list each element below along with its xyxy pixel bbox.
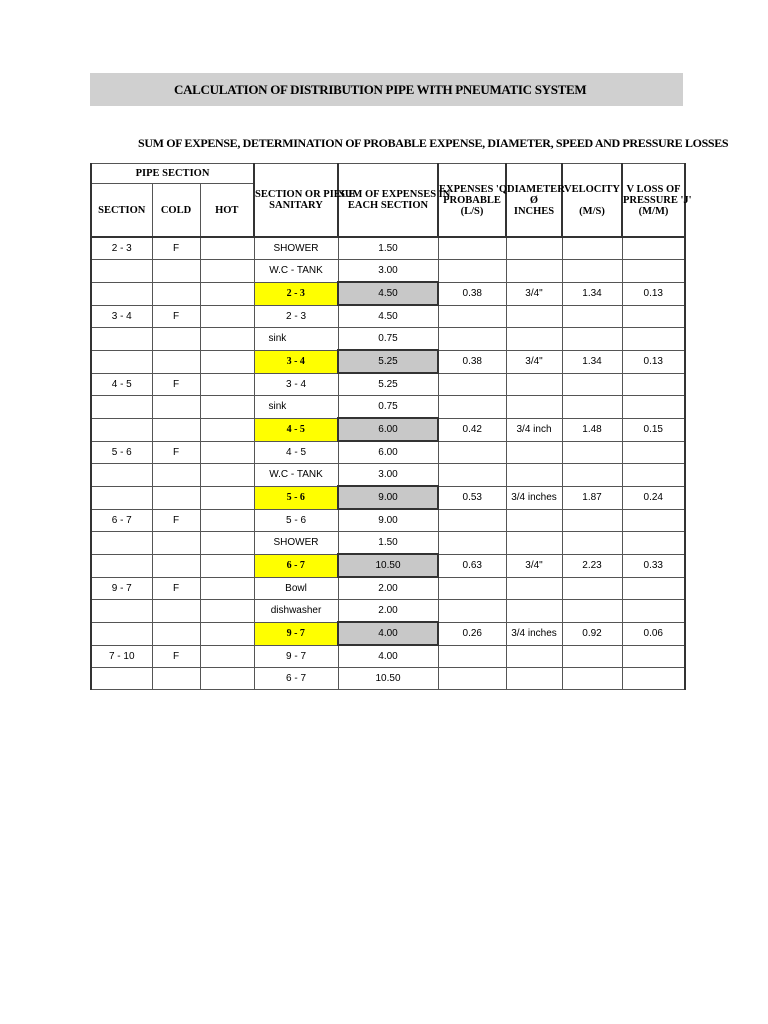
- cell-hot: [200, 282, 254, 305]
- cell-velocity: 0.92: [562, 622, 622, 645]
- cell-hot: [200, 600, 254, 623]
- table-row: [91, 600, 685, 623]
- cell-section: [91, 464, 152, 487]
- cell-hot: [200, 396, 254, 419]
- cell-q: 0.38: [438, 350, 506, 373]
- cell-diameter: [506, 328, 562, 351]
- cell-diameter: 3/4 inches: [506, 486, 562, 509]
- cell-loss: [622, 396, 685, 419]
- cell-piece: 9 - 7: [254, 622, 338, 645]
- cell-q: [438, 532, 506, 555]
- cell-piece: sink: [254, 396, 338, 419]
- cell-diameter: [506, 373, 562, 396]
- cell-cold: F: [152, 509, 200, 532]
- cell-velocity: 2.23: [562, 554, 622, 577]
- cell-velocity: [562, 260, 622, 283]
- cell-piece: 4 - 5: [254, 418, 338, 441]
- probable-header: [438, 164, 510, 238]
- cell-section: [91, 328, 152, 351]
- cell-cold: F: [152, 577, 200, 600]
- cell-cold: F: [152, 305, 200, 328]
- cell-diameter: [506, 532, 562, 555]
- cell-q: 0.63: [438, 554, 506, 577]
- cell-velocity: [562, 441, 622, 464]
- cell-sum: 3.00: [338, 260, 438, 283]
- cell-velocity: [562, 600, 622, 623]
- velocity-header-line2: (M/S): [579, 205, 605, 217]
- cell-piece: 2 - 3: [254, 305, 338, 328]
- cell-diameter: [506, 645, 562, 668]
- cell-piece: SHOWER: [254, 532, 338, 555]
- cell-velocity: [562, 396, 622, 419]
- cell-section: 4 - 5: [91, 373, 152, 396]
- table-row: [91, 418, 685, 441]
- table-row: [91, 464, 685, 487]
- cell-diameter: [506, 464, 562, 487]
- cell-diameter: [506, 441, 562, 464]
- cell-loss: 0.06: [622, 622, 685, 645]
- cell-q: [438, 328, 506, 351]
- cell-q: [438, 464, 506, 487]
- cell-q: [438, 577, 506, 600]
- cell-hot: [200, 509, 254, 532]
- cell-velocity: [562, 577, 622, 600]
- cell-piece: W.C - TANK: [254, 464, 338, 487]
- cell-hot: [200, 554, 254, 577]
- sum-header: [338, 164, 451, 238]
- cell-piece: SHOWER: [254, 237, 338, 260]
- cell-sum: 4.50: [338, 282, 438, 305]
- cell-diameter: [506, 396, 562, 419]
- diameter-header-line2: Ø: [529, 194, 539, 206]
- cold-header: COLD: [152, 184, 200, 238]
- cell-cold: [152, 282, 200, 305]
- page-subtitle: SUM OF EXPENSE, DETERMINATION OF PROBABLE EXPENSE, DIAMETER, SPEED AND PRESSURE LOSSES: [138, 136, 729, 150]
- cell-section: [91, 554, 152, 577]
- cell-loss: [622, 532, 685, 555]
- cell-diameter: 3/4": [506, 350, 562, 373]
- cell-piece: 9 - 7: [254, 645, 338, 668]
- table-row: [91, 260, 685, 283]
- cell-sum: 6.00: [338, 418, 438, 441]
- hot-header: HOT: [200, 184, 254, 238]
- cell-sum: 9.00: [338, 509, 438, 532]
- table-row: [91, 645, 685, 668]
- cell-loss: [622, 577, 685, 600]
- table-row: [91, 350, 685, 373]
- piece-header-line1: SECTION OR PIECE: [255, 189, 356, 200]
- cell-section: 5 - 6: [91, 441, 152, 464]
- cell-section: [91, 622, 152, 645]
- piece-header: [254, 164, 356, 238]
- table-row: [91, 532, 685, 555]
- diameter-header-line1: DIAMETER: [507, 183, 565, 195]
- cell-piece: dishwasher: [254, 600, 338, 623]
- cell-piece: 3 - 4: [254, 350, 338, 373]
- cell-q: 0.26: [438, 622, 506, 645]
- diameter-header-line3: INCHES: [513, 205, 555, 217]
- velocity-header-line1: VELOCITY: [564, 183, 621, 195]
- cell-hot: [200, 622, 254, 645]
- cell-cold: [152, 464, 200, 487]
- cell-q: [438, 237, 506, 260]
- cell-sum: 2.00: [338, 577, 438, 600]
- cell-piece: 5 - 6: [254, 486, 338, 509]
- cell-q: [438, 260, 506, 283]
- cell-cold: [152, 600, 200, 623]
- cell-sum: 9.00: [338, 486, 438, 509]
- table-row: [91, 577, 685, 600]
- cell-hot: [200, 305, 254, 328]
- cell-hot: [200, 237, 254, 260]
- probable-header-line2: PROBABLE: [443, 194, 501, 206]
- cell-sum: 0.75: [338, 396, 438, 419]
- table-row: [91, 441, 685, 464]
- cell-diameter: [506, 600, 562, 623]
- cell-section: [91, 668, 152, 690]
- cell-loss: 0.13: [622, 350, 685, 373]
- cell-velocity: [562, 237, 622, 260]
- cell-cold: [152, 418, 200, 441]
- cell-sum: 10.50: [338, 668, 438, 690]
- cell-cold: F: [152, 441, 200, 464]
- cell-cold: F: [152, 237, 200, 260]
- cell-diameter: 3/4 inch: [506, 418, 562, 441]
- cell-section: [91, 350, 152, 373]
- cell-sum: 5.25: [338, 350, 438, 373]
- diameter-header: [506, 164, 565, 238]
- cell-diameter: [506, 577, 562, 600]
- cell-piece: 5 - 6: [254, 509, 338, 532]
- cell-hot: [200, 260, 254, 283]
- probable-header-line1: EXPENSES 'Q': [439, 183, 510, 195]
- probable-header-line3: (L/S): [460, 205, 484, 217]
- section-header: SECTION: [91, 184, 152, 238]
- cell-section: 9 - 7: [91, 577, 152, 600]
- cell-loss: [622, 668, 685, 690]
- cell-hot: [200, 373, 254, 396]
- cell-section: [91, 418, 152, 441]
- cell-velocity: 1.34: [562, 282, 622, 305]
- cell-loss: [622, 328, 685, 351]
- cell-section: 2 - 3: [91, 237, 152, 260]
- cell-section: [91, 486, 152, 509]
- cell-sum: 4.00: [338, 645, 438, 668]
- cell-velocity: 1.34: [562, 350, 622, 373]
- cell-piece: 6 - 7: [254, 668, 338, 690]
- cell-section: 7 - 10: [91, 645, 152, 668]
- sum-header-line1: SUM OF EXPENSES IN: [339, 189, 451, 200]
- cell-velocity: [562, 328, 622, 351]
- cell-diameter: 3/4 inches: [506, 622, 562, 645]
- title-band: [90, 73, 683, 106]
- cell-section: [91, 396, 152, 419]
- cell-piece: W.C - TANK: [254, 260, 338, 283]
- table-row: [91, 486, 685, 509]
- cell-hot: [200, 328, 254, 351]
- cell-velocity: [562, 532, 622, 555]
- cell-cold: [152, 328, 200, 351]
- cell-diameter: [506, 305, 562, 328]
- cell-hot: [200, 350, 254, 373]
- cell-sum: 1.50: [338, 532, 438, 555]
- cell-diameter: 3/4": [506, 554, 562, 577]
- cell-cold: [152, 668, 200, 690]
- cell-hot: [200, 645, 254, 668]
- cell-velocity: 1.87: [562, 486, 622, 509]
- pipe-calculation-table: [90, 163, 692, 690]
- cell-sum: 2.00: [338, 600, 438, 623]
- cell-loss: 0.15: [622, 418, 685, 441]
- cell-piece: 2 - 3: [254, 282, 338, 305]
- cell-loss: [622, 645, 685, 668]
- cell-q: 0.53: [438, 486, 506, 509]
- cell-section: 3 - 4: [91, 305, 152, 328]
- cell-velocity: [562, 668, 622, 690]
- cell-diameter: [506, 260, 562, 283]
- pipe-section-header: PIPE SECTION: [91, 164, 254, 184]
- table-row: [91, 668, 685, 690]
- cell-hot: [200, 577, 254, 600]
- cell-diameter: [506, 509, 562, 532]
- cell-q: [438, 396, 506, 419]
- cell-q: [438, 441, 506, 464]
- loss-header-line3: (M/M): [638, 205, 669, 217]
- cell-diameter: 3/4": [506, 282, 562, 305]
- cell-piece: 3 - 4: [254, 373, 338, 396]
- cell-loss: [622, 600, 685, 623]
- cell-q: [438, 600, 506, 623]
- cell-sum: 4.50: [338, 305, 438, 328]
- cell-piece: sink: [254, 328, 338, 351]
- cell-sum: 3.00: [338, 464, 438, 487]
- cell-section: [91, 600, 152, 623]
- cell-piece: 4 - 5: [254, 441, 338, 464]
- cell-sum: 10.50: [338, 554, 438, 577]
- cell-velocity: [562, 645, 622, 668]
- cell-piece: 6 - 7: [254, 554, 338, 577]
- cell-loss: [622, 509, 685, 532]
- cell-cold: [152, 532, 200, 555]
- cell-velocity: [562, 305, 622, 328]
- cell-sum: 1.50: [338, 237, 438, 260]
- cell-sum: 4.00: [338, 622, 438, 645]
- cell-q: 0.38: [438, 282, 506, 305]
- cell-diameter: [506, 237, 562, 260]
- table-row: [91, 373, 685, 396]
- piece-header-line2: SANITARY: [269, 200, 323, 211]
- cell-piece: Bowl: [254, 577, 338, 600]
- table-body: [91, 237, 685, 690]
- cell-q: [438, 645, 506, 668]
- cell-hot: [200, 486, 254, 509]
- cell-q: [438, 305, 506, 328]
- cell-loss: [622, 305, 685, 328]
- cell-q: [438, 668, 506, 690]
- table-row: [91, 237, 685, 260]
- sum-header-line2: EACH SECTION: [347, 200, 429, 211]
- cell-q: [438, 373, 506, 396]
- table-row: [91, 282, 685, 305]
- cell-loss: [622, 260, 685, 283]
- cell-section: 6 - 7: [91, 509, 152, 532]
- cell-sum: 6.00: [338, 441, 438, 464]
- loss-header-line2: PRESSURE 'J': [623, 194, 692, 206]
- table-row: [91, 396, 685, 419]
- table-row: [91, 509, 685, 532]
- loss-header-line1: V LOSS OF: [626, 183, 681, 195]
- header-row-top: [91, 164, 685, 184]
- cell-cold: [152, 396, 200, 419]
- table-row: [91, 554, 685, 577]
- cell-q: 0.42: [438, 418, 506, 441]
- cell-section: [91, 260, 152, 283]
- cell-hot: [200, 441, 254, 464]
- cell-velocity: 1.48: [562, 418, 622, 441]
- cell-cold: F: [152, 645, 200, 668]
- table-row: [91, 622, 685, 645]
- cell-cold: [152, 350, 200, 373]
- cell-q: [438, 509, 506, 532]
- cell-cold: [152, 554, 200, 577]
- cell-loss: 0.13: [622, 282, 685, 305]
- table-row: [91, 305, 685, 328]
- velocity-header: [562, 164, 622, 238]
- cell-sum: 0.75: [338, 328, 438, 351]
- cell-velocity: [562, 509, 622, 532]
- cell-cold: [152, 260, 200, 283]
- cell-section: [91, 532, 152, 555]
- cell-loss: [622, 237, 685, 260]
- loss-header: [622, 164, 692, 238]
- cell-velocity: [562, 373, 622, 396]
- cell-loss: [622, 464, 685, 487]
- cell-loss: [622, 373, 685, 396]
- cell-loss: [622, 441, 685, 464]
- cell-hot: [200, 532, 254, 555]
- page-title: CALCULATION OF DISTRIBUTION PIPE WITH PNEUMATIC SYSTEM: [174, 82, 587, 97]
- cell-cold: [152, 486, 200, 509]
- cell-section: [91, 282, 152, 305]
- cell-cold: F: [152, 373, 200, 396]
- cell-hot: [200, 418, 254, 441]
- cell-sum: 5.25: [338, 373, 438, 396]
- cell-loss: 0.24: [622, 486, 685, 509]
- cell-diameter: [506, 668, 562, 690]
- cell-velocity: [562, 464, 622, 487]
- cell-loss: 0.33: [622, 554, 685, 577]
- cell-hot: [200, 464, 254, 487]
- table-row: [91, 328, 685, 351]
- cell-cold: [152, 622, 200, 645]
- cell-hot: [200, 668, 254, 690]
